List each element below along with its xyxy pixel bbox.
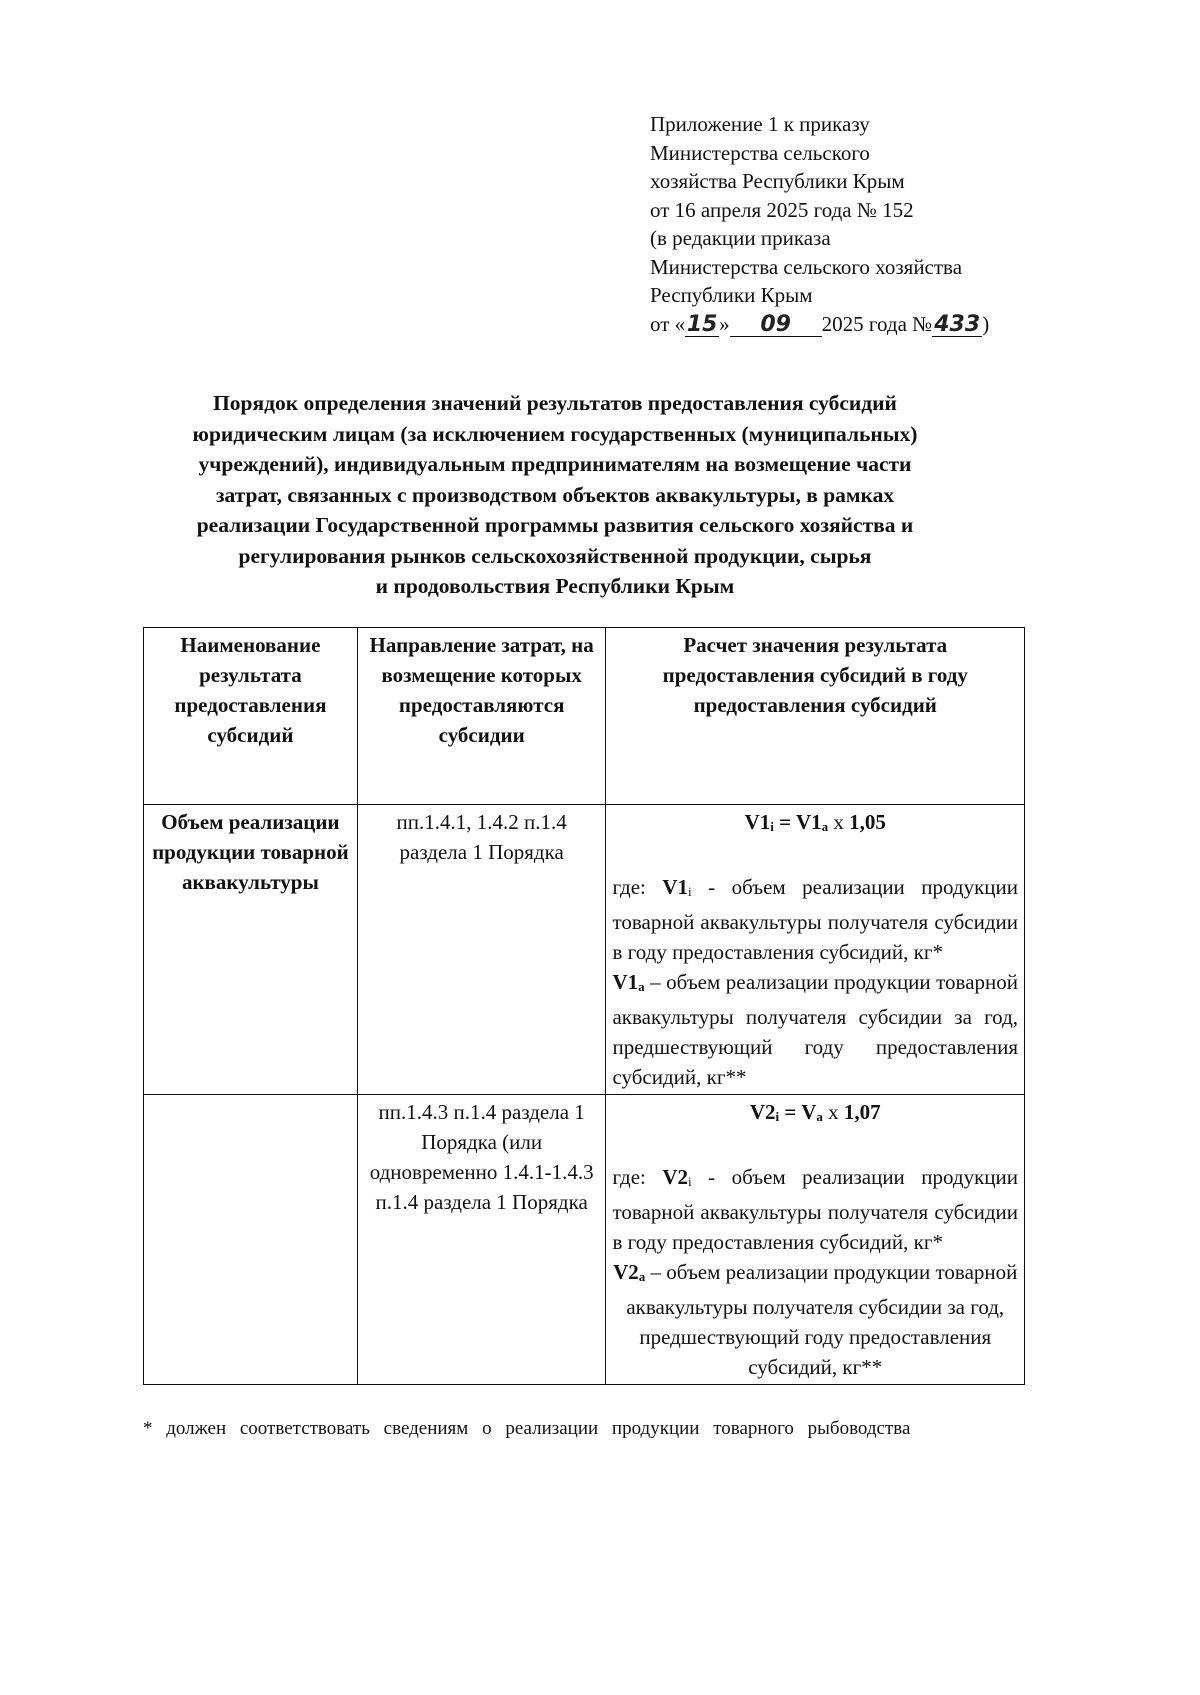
appendix-line: Приложение 1 к приказу	[650, 112, 870, 136]
calculation-cell	[606, 1095, 1025, 1385]
formula-where: где: $V2_i$ - объем реализации продукции товарной аквакультуры получателя субсидии в году предоставления субсидий, кг*	[612, 1165, 1018, 1254]
date-mid: »	[719, 311, 730, 336]
appendix-line: Министерства сельского хозяйства	[650, 254, 963, 279]
result-name-cell	[144, 1095, 358, 1385]
appendix-line: от 16 апреля 2025 года № 152	[650, 197, 914, 222]
title-line: регулирования рынков сельскохозяйственной продукции, сырья	[238, 543, 872, 568]
result-name-cell: Объем реализации продукции товарной аквакультуры	[144, 805, 358, 1095]
handwritten-number: 433	[934, 311, 981, 337]
formula: $V1_i = V1_a$ x 1,05	[744, 810, 886, 834]
table-header-row	[144, 628, 1025, 805]
appendix-line: Республики Крым	[650, 283, 813, 307]
footnote-text: должен соответствовать сведениям о реализации продукции товарного рыбоводства	[152, 1418, 911, 1439]
handwritten-day: 15	[686, 311, 718, 337]
title-line: реализации Государственной программы развития сельского хозяйства и	[196, 513, 914, 537]
footnote-mark: *	[143, 1418, 153, 1439]
calculation-cell	[606, 805, 1025, 1095]
table-row	[144, 1095, 1025, 1385]
table-row	[144, 805, 1025, 1095]
cost-direction-cell: пп.1.4.1, 1.4.2 п.1.4 раздела 1 Порядка	[357, 805, 606, 1095]
formula-prev: $V1_a$ – объем реализации продукции товарной аквакультуры получателя субсидии за год, предшествующий году предоставления субсидий, кг**	[612, 970, 1018, 1089]
appendix-line: хозяйства Республики Крым	[650, 169, 905, 193]
date-year: 2025 года №	[821, 311, 933, 336]
appendix-date-line	[650, 310, 989, 339]
cost-direction-cell: пп.1.4.3 п.1.4 раздела 1 Порядка (или одновременно 1.4.1-1.4.3 п.1.4 раздела 1 Порядка	[357, 1095, 606, 1385]
handwritten-month: 09	[760, 311, 791, 337]
header-calculation: Расчет значения результата предоставления субсидий в году предоставления субсидий	[606, 628, 1025, 805]
footnote	[143, 1418, 1035, 1440]
date-prefix: от «	[650, 311, 686, 336]
document-title	[130, 388, 980, 602]
formula: $V2_i = V_a$ x 1,07	[749, 1100, 881, 1124]
header-cost-direction: Направление затрат, на возмещение которых предоставляются субсидии	[357, 628, 606, 805]
formula-prev: $V2_a$ – объем реализации продукции товарной аквакультуры получателя субсидии за год, предшествующий году предоставления субсидий, кг**	[613, 1260, 1018, 1379]
appendix-line: Министерства сельского	[650, 140, 870, 165]
appendix-line: (в редакции приказа	[650, 226, 831, 250]
date-close: )	[982, 311, 990, 336]
appendix-header	[650, 110, 989, 338]
title-line: и продовольствия Республики Крым	[375, 574, 735, 598]
results-table	[143, 627, 1025, 1385]
header-result-name: Наименование результата предоставления субсидий	[144, 628, 358, 805]
title-line: затрат, связанных с производством объектов аквакультуры, в рамках	[215, 482, 895, 507]
formula-where: где: $V1_i$ - объем реализации продукции товарной аквакультуры получателя субсидии в году предоставления субсидий, кг*	[612, 875, 1018, 964]
title-line: Порядок определения значений результатов предоставления субсидий	[213, 391, 897, 415]
title-line: юридическим лицам (за исключением государственных (муниципальных)	[192, 421, 918, 446]
title-line: учреждений), индивидуальным предпринимателям на возмещение части	[198, 452, 912, 476]
